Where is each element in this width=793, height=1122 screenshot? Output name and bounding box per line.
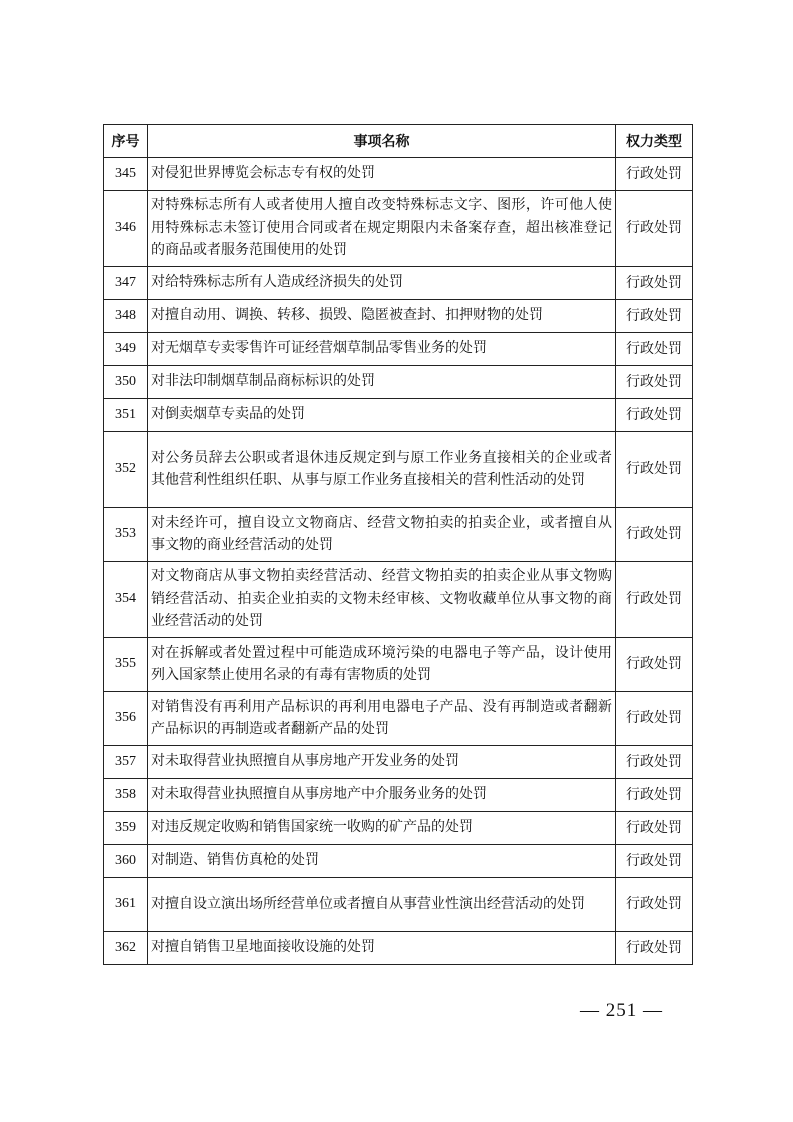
row-power-type: 行政处罚 xyxy=(616,267,693,300)
page-number: — 251 — xyxy=(580,1000,663,1021)
row-number: 348 xyxy=(104,300,148,333)
table-row xyxy=(104,508,693,562)
row-power-type: 行政处罚 xyxy=(616,191,693,267)
table-row xyxy=(104,267,693,300)
row-power-type: 行政处罚 xyxy=(616,300,693,333)
row-number: 360 xyxy=(104,845,148,878)
row-number: 362 xyxy=(104,932,148,965)
row-number: 353 xyxy=(104,508,148,562)
row-number: 347 xyxy=(104,267,148,300)
row-number: 355 xyxy=(104,638,148,692)
row-item-name: 对特殊标志所有人或者使用人擅自改变特殊标志文字、图形，许可他人使用特殊标志未签订使用合同或者在规定期限内未备案存查，超出核准登记的商品或者服务范围使用的处罚 xyxy=(148,191,616,267)
row-number: 357 xyxy=(104,746,148,779)
header-type: 权力类型 xyxy=(616,125,693,158)
table-row xyxy=(104,812,693,845)
row-item-name: 对文物商店从事文物拍卖经营活动、经营文物拍卖的拍卖企业从事文物购销经营活动、拍卖企业拍卖的文物未经审核、文物收藏单位从事文物的商业经营活动的处罚 xyxy=(148,562,616,638)
row-power-type: 行政处罚 xyxy=(616,366,693,399)
header-no: 序号 xyxy=(104,125,148,158)
row-item-name: 对未经许可，擅自设立文物商店、经营文物拍卖的拍卖企业，或者擅自从事文物的商业经营活动的处罚 xyxy=(148,508,616,562)
table-row xyxy=(104,191,693,267)
row-power-type: 行政处罚 xyxy=(616,508,693,562)
items-table xyxy=(103,124,693,965)
row-power-type: 行政处罚 xyxy=(616,932,693,965)
table-header-row xyxy=(104,125,693,158)
row-item-name: 对擅自动用、调换、转移、损毁、隐匿被查封、扣押财物的处罚 xyxy=(148,300,616,333)
table-row xyxy=(104,158,693,191)
table-row xyxy=(104,692,693,746)
row-number: 346 xyxy=(104,191,148,267)
row-power-type: 行政处罚 xyxy=(616,638,693,692)
row-item-name: 对非法印制烟草制品商标标识的处罚 xyxy=(148,366,616,399)
row-power-type: 行政处罚 xyxy=(616,333,693,366)
table-row xyxy=(104,746,693,779)
row-number: 354 xyxy=(104,562,148,638)
table-row xyxy=(104,300,693,333)
row-power-type: 行政处罚 xyxy=(616,692,693,746)
row-power-type: 行政处罚 xyxy=(616,779,693,812)
row-number: 358 xyxy=(104,779,148,812)
row-item-name: 对销售没有再利用产品标识的再利用电器电子产品、没有再制造或者翻新产品标识的再制造或者翻新产品的处罚 xyxy=(148,692,616,746)
row-item-name: 对制造、销售仿真枪的处罚 xyxy=(148,845,616,878)
row-number: 350 xyxy=(104,366,148,399)
row-item-name: 对违反规定收购和销售国家统一收购的矿产品的处罚 xyxy=(148,812,616,845)
table-row xyxy=(104,432,693,508)
row-item-name: 对给特殊标志所有人造成经济损失的处罚 xyxy=(148,267,616,300)
table-row xyxy=(104,366,693,399)
row-power-type: 行政处罚 xyxy=(616,399,693,432)
row-number: 352 xyxy=(104,432,148,508)
row-number: 361 xyxy=(104,878,148,932)
row-number: 345 xyxy=(104,158,148,191)
row-number: 351 xyxy=(104,399,148,432)
table-row xyxy=(104,562,693,638)
row-number: 356 xyxy=(104,692,148,746)
table-row xyxy=(104,333,693,366)
table-row xyxy=(104,399,693,432)
row-item-name: 对侵犯世界博览会标志专有权的处罚 xyxy=(148,158,616,191)
table-row xyxy=(104,779,693,812)
row-item-name: 对在拆解或者处置过程中可能造成环境污染的电器电子等产品，设计使用列入国家禁止使用名录的有毒有害物质的处罚 xyxy=(148,638,616,692)
header-name: 事项名称 xyxy=(148,125,616,158)
row-item-name: 对无烟草专卖零售许可证经营烟草制品零售业务的处罚 xyxy=(148,333,616,366)
row-power-type: 行政处罚 xyxy=(616,845,693,878)
table-row xyxy=(104,638,693,692)
row-power-type: 行政处罚 xyxy=(616,812,693,845)
row-item-name: 对未取得营业执照擅自从事房地产中介服务业务的处罚 xyxy=(148,779,616,812)
table-row xyxy=(104,878,693,932)
row-item-name: 对公务员辞去公职或者退休违反规定到与原工作业务直接相关的企业或者其他营利性组织任职、从事与原工作业务直接相关的营利性活动的处罚 xyxy=(148,432,616,508)
row-power-type: 行政处罚 xyxy=(616,878,693,932)
row-item-name: 对倒卖烟草专卖品的处罚 xyxy=(148,399,616,432)
table-row xyxy=(104,845,693,878)
row-power-type: 行政处罚 xyxy=(616,562,693,638)
row-item-name: 对擅自设立演出场所经营单位或者擅自从事营业性演出经营活动的处罚 xyxy=(148,878,616,932)
row-number: 349 xyxy=(104,333,148,366)
row-item-name: 对未取得营业执照擅自从事房地产开发业务的处罚 xyxy=(148,746,616,779)
row-power-type: 行政处罚 xyxy=(616,432,693,508)
row-item-name: 对擅自销售卫星地面接收设施的处罚 xyxy=(148,932,616,965)
row-number: 359 xyxy=(104,812,148,845)
row-power-type: 行政处罚 xyxy=(616,746,693,779)
table-row xyxy=(104,932,693,965)
row-power-type: 行政处罚 xyxy=(616,158,693,191)
